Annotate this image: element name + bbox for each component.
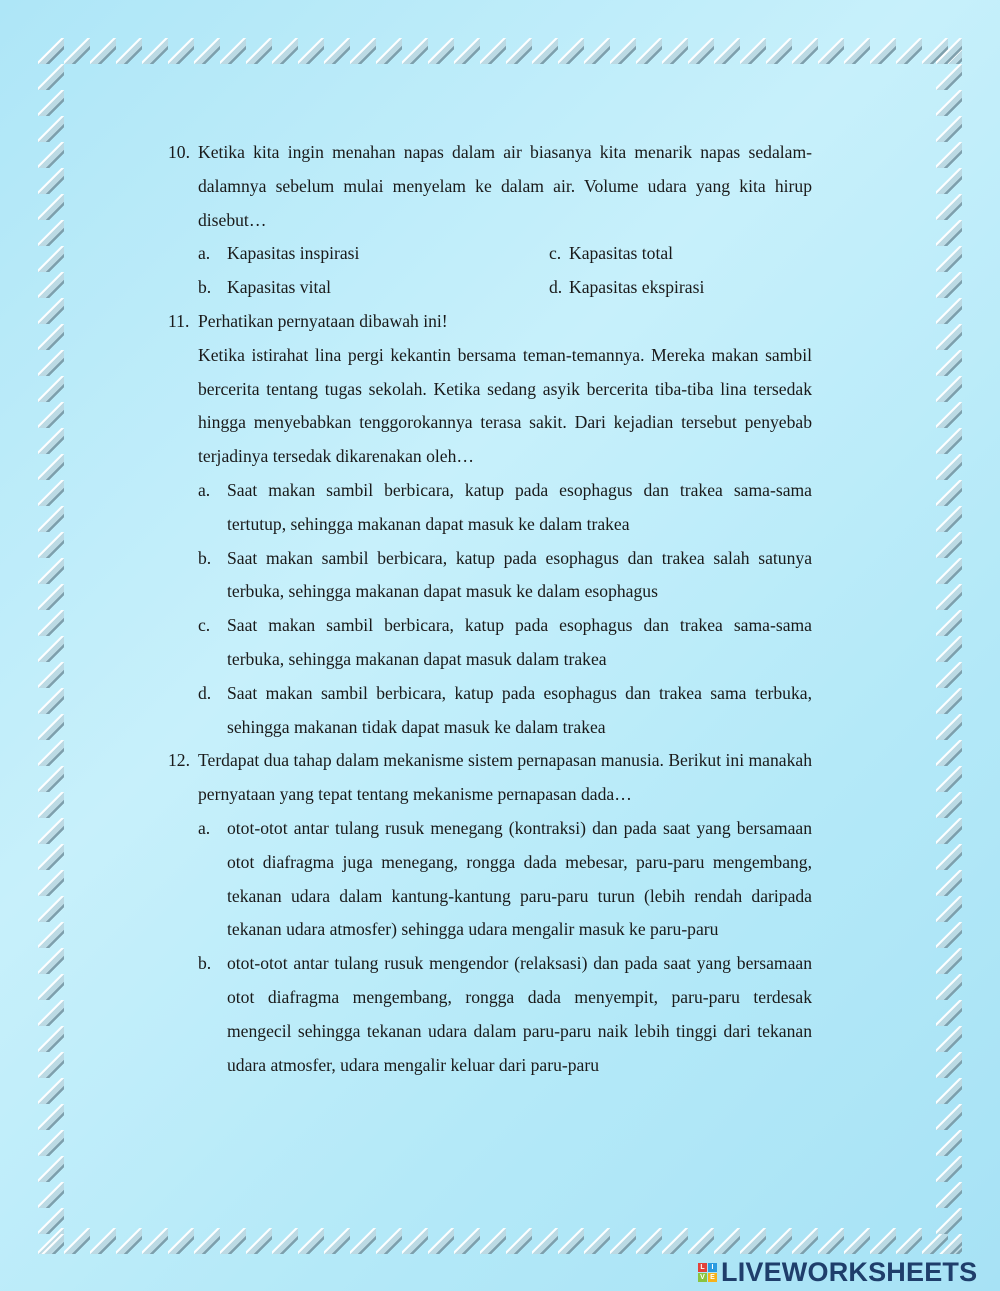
question-number: 12. <box>168 750 190 771</box>
option-a[interactable] <box>168 812 812 947</box>
option-text: Saat makan sambil berbicara, katup pada esophagus dan trakea sama terbuka, sehingga makanan tidak dapat masuk ke dalam trakea <box>227 682 812 737</box>
border-left <box>38 38 64 1254</box>
border-bottom <box>38 1228 962 1254</box>
question-stem: Ketika kita ingin menahan napas dalam air biasanya kita menarik napas sedalam-dalamnya sebelum mulai menyelam ke dalam air. Volume udara yang kita hirup disebut… <box>198 142 812 230</box>
option-text: Saat makan sambil berbicara, katup pada esophagus dan trakea sama-sama tertutup, sehingga makanan dapat masuk ke dalam trakea <box>227 479 812 534</box>
option-b[interactable]: Kapasitas vital <box>227 277 332 298</box>
option-text: otot-otot antar tulang rusuk mengendor (relaksasi) dan pada saat yang bersamaan otot diafragma mengembang, rongga dada menyempit, paru-paru terdesak mengecil sehingga tekanan udara dalam paru-paru naik lebih tinggi dari tekanan udara atmosfer, udara mengalir keluar dari paru-paru <box>227 953 812 1075</box>
option-row <box>168 271 812 305</box>
option-text: Saat makan sambil berbicara, katup pada esophagus dan trakea salah satunya terbuka, sehingga makanan dapat masuk ke dalam esophagus <box>227 547 812 602</box>
logo-badge-icon: L I V E <box>698 1263 717 1282</box>
option-letter: b. <box>198 953 212 974</box>
option-b[interactable] <box>168 542 812 610</box>
question-11 <box>168 305 812 339</box>
option-letter: a. <box>198 243 211 264</box>
option-d[interactable] <box>168 677 812 745</box>
option-letter: a. <box>198 479 211 500</box>
border-top <box>38 38 962 64</box>
option-letter: c. <box>549 243 562 264</box>
border-right <box>936 38 962 1254</box>
option-d[interactable]: Kapasitas ekspirasi <box>569 277 705 298</box>
option-a[interactable] <box>168 474 812 542</box>
option-letter: a. <box>198 817 211 838</box>
question-stem: Terdapat dua tahap dalam mekanisme sistem pernapasan manusia. Berikut ini manakah pernyataan yang tepat tentang mekanisme pernapasan dada… <box>198 750 812 805</box>
option-b[interactable] <box>168 947 812 1082</box>
option-a[interactable]: Kapasitas inspirasi <box>227 243 360 264</box>
option-letter: c. <box>198 615 211 636</box>
option-c[interactable] <box>168 609 812 677</box>
option-text: Saat makan sambil berbicara, katup pada esophagus dan trakea sama-sama terbuka, sehingga makanan dapat masuk dalam trakea <box>227 615 812 669</box>
option-c[interactable]: Kapasitas total <box>569 243 674 264</box>
option-letter: b. <box>198 547 212 568</box>
option-letter: d. <box>198 682 212 703</box>
logo-text: LIVEWORKSHEETS <box>721 1256 978 1287</box>
question-stem: Perhatikan pernyataan dibawah ini! <box>198 310 448 331</box>
question-12 <box>168 744 812 812</box>
option-row <box>168 237 812 271</box>
question-passage: Ketika istirahat lina pergi kekantin bersama teman-temannya. Mereka makan sambil bercerita tentang tugas sekolah. Ketika sedang asyik bercerita tiba-tiba lina tersedak hingga menyebabkan tenggorokannya terasa sakit. Dari kejadian tersebut penyebab terjadinya tersedak dikarenakan oleh… <box>198 344 812 467</box>
question-number: 10. <box>168 142 190 162</box>
liveworksheets-logo <box>698 1258 977 1286</box>
option-letter: d. <box>549 277 563 298</box>
worksheet-content <box>168 136 812 1082</box>
option-letter: b. <box>198 277 212 298</box>
option-text: otot-otot antar tulang rusuk menegang (kontraksi) dan pada saat yang bersamaan otot diafragma juga menegang, rongga dada mebesar, paru-paru mengembang, tekanan udara dalam kantung-kantung paru-paru turun (lebih rendah daripada tekanan udara atmosfer) sehingga udara mengalir masuk ke paru-paru <box>227 817 812 940</box>
question-number: 11. <box>168 310 190 331</box>
question-10 <box>168 136 812 237</box>
